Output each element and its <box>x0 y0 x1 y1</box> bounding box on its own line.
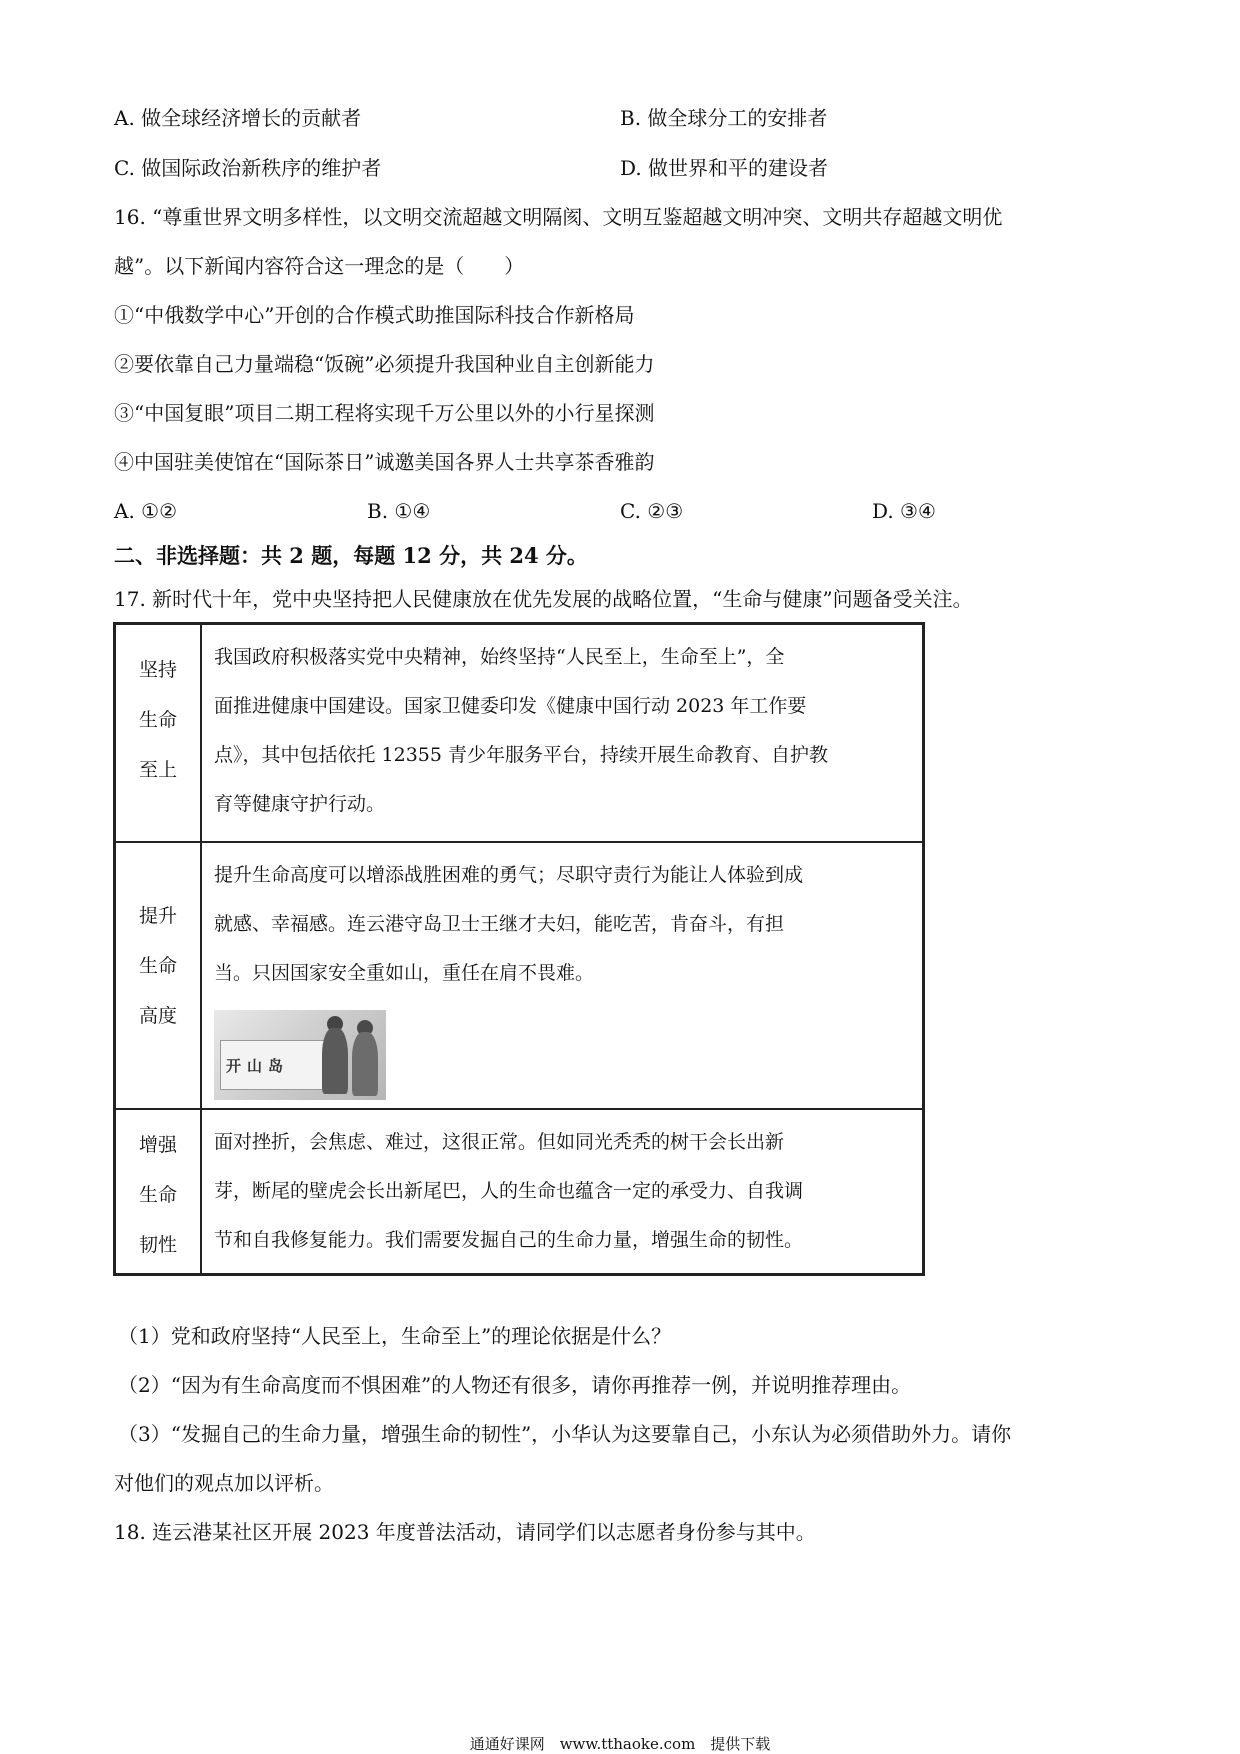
row-label <box>115 1109 202 1275</box>
content-line: 点》，其中包括依托 12355 青少年服务平台，持续开展生命教育、自护教 <box>214 744 829 766</box>
q17-sub2: （2）“因为有生命高度而不惧困难”的人物还有很多，请你再推荐一例，并说明推荐理由。 <box>118 1373 912 1397</box>
q17-sub3-line1: （3）“发掘自己的生命力量，增强生命的韧性”，小华认为这要靠自己，小东认为必须借助外力。请你 <box>118 1422 1012 1446</box>
row-content <box>201 624 924 843</box>
table-row <box>115 842 924 1109</box>
content-line: 面推进健康中国建设。国家卫健委印发《健康中国行动 2023 年工作要 <box>214 695 807 717</box>
q15-option-c: C. 做国际政治新秩序的维护者 <box>114 156 382 180</box>
q17-sub3-line2: 对他们的观点加以评析。 <box>114 1471 334 1495</box>
row-label-line: 生命 <box>138 1184 177 1206</box>
content-line: 育等健康守护行动。 <box>214 793 386 815</box>
q16-option-b: B. ①④ <box>367 499 431 523</box>
section2-heading: 二、非选择题：共 2 题，每题 12 分，共 24 分。 <box>114 543 588 568</box>
q16-option-a: A. ①② <box>114 499 178 523</box>
row-label <box>115 842 202 1109</box>
row-content <box>201 842 924 1109</box>
q16-item-4: ④中国驻美使馆在“国际茶日”诚邀美国各界人士共享茶香雅韵 <box>114 450 655 474</box>
row-label <box>115 624 202 843</box>
q16-item-2: ②要依靠自己力量端稳“饭碗”必须提升我国种业自主创新能力 <box>114 352 655 376</box>
content-line: 面对挫折，会焦虑、难过，这很正常。但如同光秃秃的树干会长出新 <box>214 1131 785 1153</box>
q16-stem-line1: 16. “尊重世界文明多样性，以文明交流超越文明隔阂、文明互鉴超越文明冲突、文明共存超越文明优 <box>114 205 1003 229</box>
person-figure <box>322 1028 348 1094</box>
row-label-line: 韧性 <box>138 1234 177 1256</box>
row-label-line: 高度 <box>138 1005 177 1027</box>
content-line: 节和自我修复能力。我们需要发掘自己的生命力量，增强生命的韧性。 <box>214 1229 804 1251</box>
table-row <box>115 624 924 843</box>
kaishan-island-photo <box>214 1010 386 1100</box>
q16-item-1: ①“中俄数学中心”开创的合作模式助推国际科技合作新格局 <box>114 303 635 327</box>
q17-material-table <box>113 622 925 1276</box>
q16-option-c: C. ②③ <box>620 499 684 523</box>
q16-option-d: D. ③④ <box>872 499 936 523</box>
row-label-line: 至上 <box>138 759 177 781</box>
q17-stem: 17. 新时代十年，党中央坚持把人民健康放在优先发展的战略位置，“生命与健康”问题备受关注。 <box>114 587 973 611</box>
table-row <box>115 1109 924 1275</box>
q16-item-3: ③“中国复眼”项目二期工程将实现千万公里以外的小行星探测 <box>114 401 655 425</box>
content-line: 我国政府积极落实党中央精神，始终坚持“人民至上，生命至上”，全 <box>214 646 785 668</box>
row-label-line: 生命 <box>138 709 177 731</box>
row-label-line: 坚持 <box>138 659 177 681</box>
content-line: 当。只因国家安全重如山，重任在肩不畏难。 <box>214 962 595 984</box>
content-line: 就感、幸福感。连云港守岛卫士王继才夫妇，能吃苦，肯奋斗，有担 <box>214 913 785 935</box>
content-line: 提升生命高度可以增添战胜困难的勇气；尽职守责行为能让人体验到成 <box>214 864 804 886</box>
row-label-line: 生命 <box>138 955 177 977</box>
q15-option-b: B. 做全球分工的安排者 <box>620 106 828 130</box>
q17-sub1: （1）党和政府坚持“人民至上，生命至上”的理论依据是什么？ <box>118 1324 672 1348</box>
content-line: 芽，断尾的壁虎会长出新尾巴，人的生命也蕴含一定的承受力、自我调 <box>214 1180 804 1202</box>
q16-stem-line2: 越”。以下新闻内容符合这一理念的是（ ） <box>114 254 525 278</box>
row-label-line: 提升 <box>138 905 177 927</box>
q18-stem: 18. 连云港某社区开展 2023 年度普法活动，请同学们以志愿者身份参与其中。 <box>114 1520 816 1544</box>
person-figure <box>352 1032 378 1096</box>
island-sign-text: 开山岛 <box>226 1057 290 1075</box>
row-label-line: 增强 <box>138 1134 177 1156</box>
page-footer: 通通好课网 www.tthaoke.com 提供下载 <box>469 1735 771 1753</box>
row-content <box>201 1109 924 1275</box>
q15-option-d: D. 做世界和平的建设者 <box>620 156 829 180</box>
q15-option-a: A. 做全球经济增长的贡献者 <box>114 106 362 130</box>
